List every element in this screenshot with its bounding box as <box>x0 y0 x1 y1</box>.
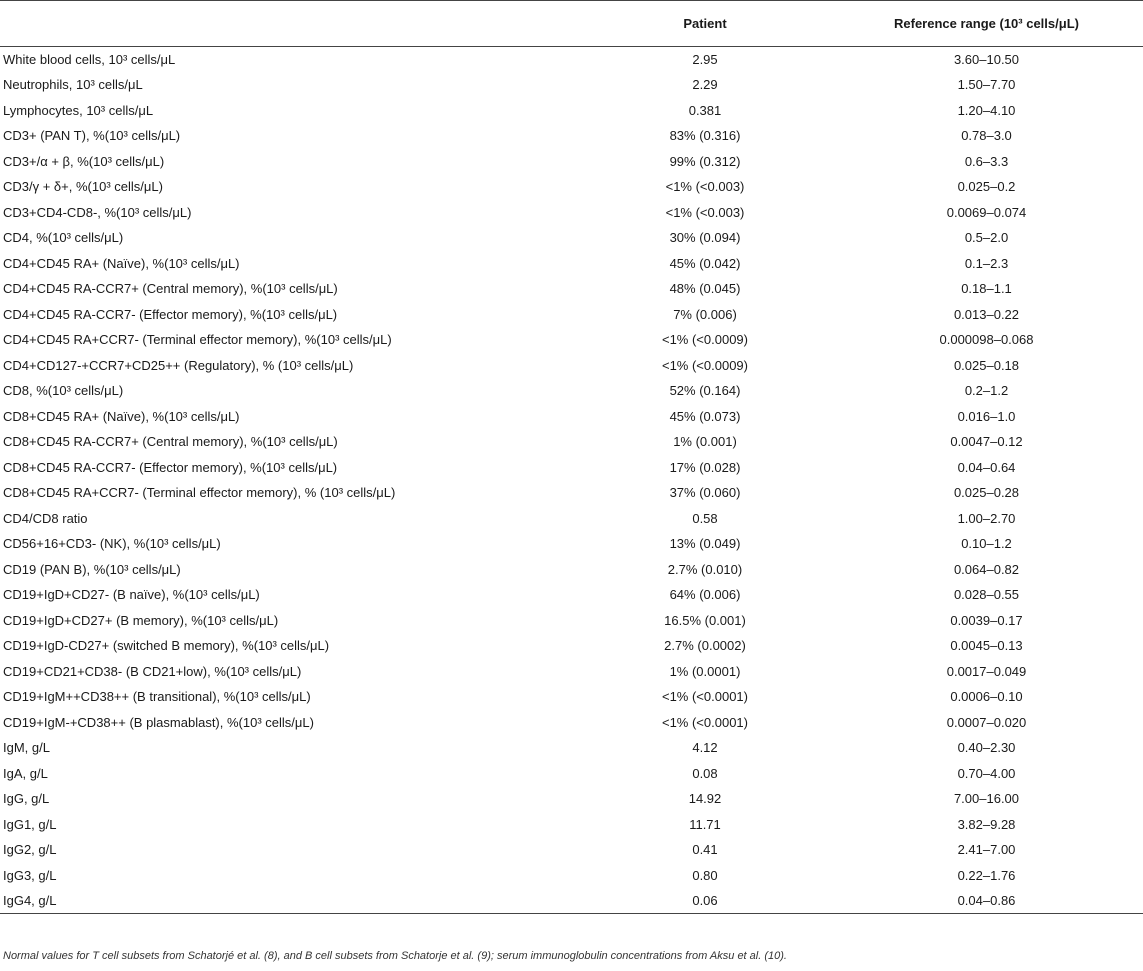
cell-reference-range: 0.025–0.28 <box>953 485 1020 501</box>
cell-test: CD4+CD45 RA+CCR7- (Terminal effector memory), %(10³ cells/μL) <box>3 332 392 348</box>
cell-patient: 64% (0.006) <box>669 587 741 603</box>
cell-reference-range: 0.0017–0.049 <box>946 663 1027 679</box>
cell-patient: 0.41 <box>692 842 718 858</box>
cell-patient: 1% (0.001) <box>673 434 737 450</box>
cell-reference-range: 1.20–4.10 <box>957 102 1016 118</box>
header-patient: Patient <box>580 1 830 47</box>
cell-reference-range: 0.78–3.0 <box>961 128 1012 144</box>
cell-patient: <1% (<0.003) <box>665 179 745 195</box>
cell-patient: 2.7% (0.010) <box>667 561 743 577</box>
cell-reference-range: 3.82–9.28 <box>957 816 1016 832</box>
cell-reference-range: 0.40–2.30 <box>957 740 1016 756</box>
cell-test: CD3+ (PAN T), %(10³ cells/μL) <box>3 128 181 144</box>
table-row <box>0 429 1143 455</box>
table-row <box>0 455 1143 481</box>
cell-patient: 2.29 <box>692 77 718 93</box>
cell-reference-range: 0.22–1.76 <box>957 867 1016 883</box>
table-body <box>0 47 1143 914</box>
cell-test: CD19+IgD-CD27+ (switched B memory), %(10³ cells/μL) <box>3 638 330 654</box>
cell-reference-range: 0.025–0.2 <box>957 179 1016 195</box>
table-row <box>0 812 1143 838</box>
table-row <box>0 276 1143 302</box>
cell-test: CD56+16+CD3- (NK), %(10³ cells/μL) <box>3 536 221 552</box>
table-row <box>0 378 1143 404</box>
cell-patient: 52% (0.164) <box>669 383 741 399</box>
cell-reference-range: 1.50–7.70 <box>957 77 1016 93</box>
table-row <box>0 761 1143 787</box>
cell-patient: <1% (<0.0001) <box>661 689 748 705</box>
cell-reference-range: 0.013–0.22 <box>953 306 1020 322</box>
cell-patient: 45% (0.042) <box>669 255 741 271</box>
cell-reference-range: 0.04–0.64 <box>957 459 1016 475</box>
cell-reference-range: 0.2–1.2 <box>964 383 1009 399</box>
table-row <box>0 659 1143 685</box>
cell-reference-range: 0.025–0.18 <box>953 357 1020 373</box>
cell-reference-range: 0.04–0.86 <box>830 888 1143 914</box>
table-footnote: Normal values for T cell subsets from Schatorjé et al. (8), and B cell subsets from Schatorje et al. (9); serum immunoglobulin concentrations from Aksu et al. (10). <box>3 950 787 962</box>
cell-test: CD8+CD45 RA-CCR7- (Effector memory), %(10³ cells/μL) <box>3 459 338 475</box>
cell-test: CD4+CD45 RA+ (Naïve), %(10³ cells/μL) <box>3 255 240 271</box>
table-row <box>0 47 1143 73</box>
cell-patient: 14.92 <box>688 791 722 807</box>
cell-reference-range: 1.00–2.70 <box>957 510 1016 526</box>
cell-patient: 0.06 <box>580 888 830 914</box>
cell-test: CD19+IgM++CD38++ (B transitional), %(10³ cells/μL) <box>3 689 311 705</box>
cell-patient: 2.7% (0.0002) <box>664 638 746 654</box>
cell-test: CD8, %(10³ cells/μL) <box>3 383 124 399</box>
table-row <box>0 582 1143 608</box>
cell-test: IgG2, g/L <box>3 842 57 858</box>
cell-patient: 7% (0.006) <box>673 306 737 322</box>
cell-patient: 30% (0.094) <box>669 230 741 246</box>
cell-patient: 1% (0.0001) <box>669 663 741 679</box>
cell-test: White blood cells, 10³ cells/μL <box>3 52 176 67</box>
cell-test: CD19+IgM-+CD38++ (B plasmablast), %(10³ cells/μL) <box>3 714 314 730</box>
table-row <box>0 506 1143 532</box>
cell-test: Neutrophils, 10³ cells/μL <box>3 77 143 93</box>
cell-patient: 16.5% (0.001) <box>664 612 746 628</box>
table-row <box>0 302 1143 328</box>
table-row <box>0 149 1143 175</box>
cell-reference-range: 0.064–0.82 <box>953 561 1020 577</box>
table-row <box>0 837 1143 863</box>
cell-test: IgG4, g/L <box>0 888 580 914</box>
cell-reference-range: 0.0045–0.13 <box>950 638 1023 654</box>
header-reference-range: Reference range (10³ cells/μL) <box>830 1 1143 47</box>
cell-patient: 0.08 <box>692 765 718 781</box>
cell-test: IgG3, g/L <box>3 867 57 883</box>
cell-test: CD4+CD127-+CCR7+CD25++ (Regulatory), % (10³ cells/μL) <box>3 357 354 373</box>
cell-test: CD4+CD45 RA-CCR7- (Effector memory), %(10³ cells/μL) <box>3 306 338 322</box>
cell-patient: 48% (0.045) <box>669 281 741 297</box>
cell-test: CD3/γ + δ+, %(10³ cells/μL) <box>3 179 163 195</box>
cell-test: Lymphocytes, 10³ cells/μL <box>3 102 154 118</box>
cell-patient: 11.71 <box>689 816 721 832</box>
table-row <box>0 404 1143 430</box>
cell-reference-range: 0.10–1.2 <box>961 536 1012 552</box>
table-row <box>0 200 1143 226</box>
cell-test: CD4/CD8 ratio <box>3 510 88 526</box>
table-row <box>0 98 1143 124</box>
header-test <box>0 1 580 47</box>
cell-reference-range: 0.0039–0.17 <box>950 612 1023 628</box>
table-row <box>0 888 1143 914</box>
cell-reference-range: 0.0007–0.020 <box>946 714 1027 730</box>
cell-test: CD19+IgD+CD27+ (B memory), %(10³ cells/μL) <box>3 612 279 628</box>
table-row <box>0 123 1143 149</box>
cell-patient: 0.381 <box>688 102 722 118</box>
cell-test: IgM, g/L <box>3 740 50 756</box>
table-row <box>0 327 1143 353</box>
cell-reference-range: 3.60–10.50 <box>953 52 1020 67</box>
table-row <box>0 735 1143 761</box>
cell-patient: 83% (0.316) <box>669 128 741 144</box>
table-row <box>0 786 1143 812</box>
cell-reference-range: 0.0006–0.10 <box>950 689 1023 705</box>
table-row <box>0 531 1143 557</box>
cell-patient: 99% (0.312) <box>669 153 741 169</box>
table-row <box>0 251 1143 277</box>
table-row <box>0 863 1143 889</box>
cell-reference-range: 0.028–0.55 <box>953 587 1020 603</box>
cell-patient: <1% (<0.0009) <box>661 357 748 373</box>
cell-patient: 13% (0.049) <box>669 536 741 552</box>
table-row <box>0 633 1143 659</box>
cell-test: CD4, %(10³ cells/μL) <box>3 230 124 246</box>
table-row <box>0 684 1143 710</box>
cell-reference-range: 0.0047–0.12 <box>950 434 1023 450</box>
cell-test: CD19+IgD+CD27- (B naïve), %(10³ cells/μL) <box>3 587 260 603</box>
cell-test: CD8+CD45 RA+CCR7- (Terminal effector memory), % (10³ cells/μL) <box>3 485 396 501</box>
cell-test: CD8+CD45 RA+ (Naïve), %(10³ cells/μL) <box>3 408 240 424</box>
cell-test: IgA, g/L <box>3 765 48 781</box>
cell-reference-range: 0.000098–0.068 <box>939 332 1034 348</box>
cell-patient: 0.80 <box>692 867 718 883</box>
cell-reference-range: 0.016–1.0 <box>957 408 1016 424</box>
cell-reference-range: 7.00–16.00 <box>953 791 1020 807</box>
cell-reference-range: 0.18–1.1 <box>961 281 1012 297</box>
cell-reference-range: 0.0069–0.074 <box>946 204 1027 220</box>
cell-reference-range: 0.70–4.00 <box>957 765 1016 781</box>
cell-test: CD19+CD21+CD38- (B CD21+low), %(10³ cells/μL) <box>3 663 302 679</box>
cell-test: CD3+/α + β, %(10³ cells/μL) <box>3 153 165 169</box>
cell-reference-range: 0.5–2.0 <box>964 230 1009 246</box>
cell-patient: 0.58 <box>692 510 718 526</box>
cell-patient: <1% (<0.0009) <box>661 332 748 348</box>
cell-patient: 4.12 <box>692 740 718 756</box>
table-row <box>0 710 1143 736</box>
table-row <box>0 557 1143 583</box>
cell-test: CD8+CD45 RA-CCR7+ (Central memory), %(10³ cells/μL) <box>3 434 338 450</box>
cell-reference-range: 2.41–7.00 <box>957 842 1016 858</box>
cell-patient: <1% (<0.0001) <box>661 714 748 730</box>
cell-test: CD19 (PAN B), %(10³ cells/μL) <box>3 561 181 577</box>
cell-reference-range: 0.1–2.3 <box>964 255 1009 271</box>
table-header-row <box>0 1 1143 47</box>
table-row <box>0 480 1143 506</box>
cell-test: IgG, g/L <box>3 791 50 807</box>
table-row <box>0 353 1143 379</box>
cell-patient: 17% (0.028) <box>669 459 741 475</box>
cell-test: IgG1, g/L <box>3 816 57 832</box>
table-row <box>0 608 1143 634</box>
table-row <box>0 225 1143 251</box>
table-row <box>0 72 1143 98</box>
cell-patient: 37% (0.060) <box>669 485 741 501</box>
cell-patient: 45% (0.073) <box>669 408 741 424</box>
cell-patient: 2.95 <box>692 52 718 67</box>
cell-test: CD4+CD45 RA-CCR7+ (Central memory), %(10³ cells/μL) <box>3 281 338 297</box>
cell-reference-range: 0.6–3.3 <box>964 153 1009 169</box>
cell-patient: <1% (<0.003) <box>665 204 745 220</box>
cell-test: CD3+CD4-CD8-, %(10³ cells/μL) <box>3 204 192 220</box>
table-row <box>0 174 1143 200</box>
